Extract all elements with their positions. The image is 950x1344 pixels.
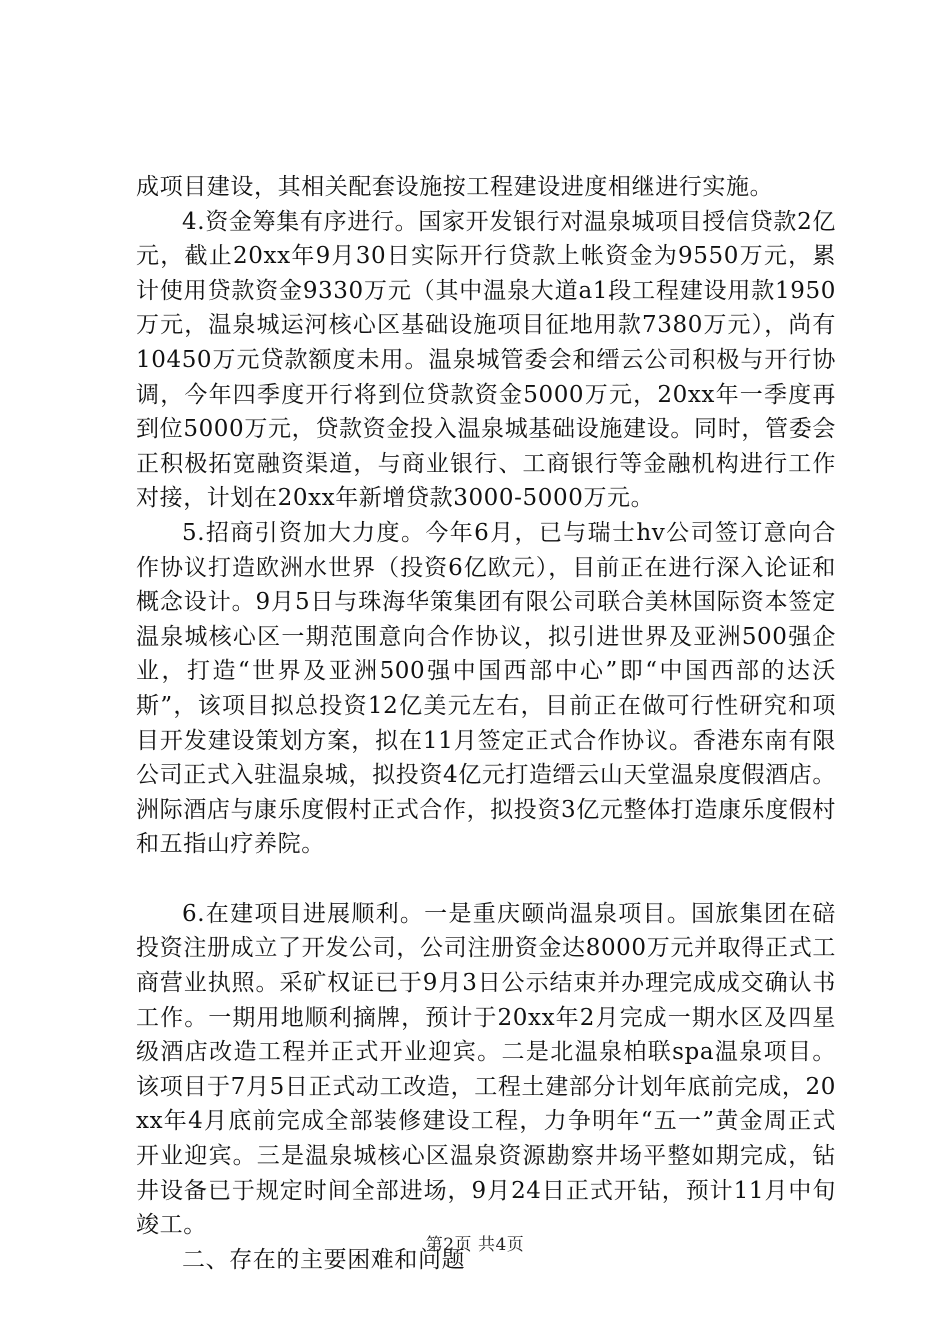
section-heading-problems: 二、存在的主要困难和问题 [182,1246,466,1273]
paragraph-funding: 4.资金筹集有序进行。国家开发银行对温泉城项目授信贷款2亿元，截止20xx年9月30日实际开行贷款上帐资金为9550万元，累计使用贷款资金9330万元（其中温泉大道a1段工程建设用款1950万元，温泉城运河核心区基础设施项目征地用款7380万元），尚有10450万元贷款额度未用。温泉城管委会和缙云公司积极与开行协调，今年四季度开行将到位贷款资金5000万元，20xx年一季度再到位5000万元，贷款资金投入温泉城基础设施建设。同时，管委会正积极拓宽融资渠道，与商业银行、工商银行等金融机构进行工作对接，计划在20xx年新增贷款3000-5000万元。 [136,208,836,512]
paragraph-continuation: 成项目建设，其相关配套设施按工程建设进度相继进行实施。 [136,174,774,200]
page-number-footer: 第2页 共4页 [425,1235,525,1255]
paragraph-investment: 5.招商引资加大力度。今年6月，已与瑞士hv公司签订意向合作协议打造欧洲水世界（投资6亿欧元），目前正在进行深入论证和概念设计。9月5日与珠海华策集团有限公司联合美林国际资本签定温泉城核心区一期范围意向合作协议，拟引进世界及亚洲500强企业，打造“世界及亚洲500强中国西部中心”即“中国西部的达沃斯”，该项目拟总投资12亿美元左右，目前正在做可行性研究和项目开发建设策划方案，拟在11月签定正式合作协议。香港东南有限公司正式入驻温泉城，拟投资4亿元打造缙云山天堂温泉度假酒店。洲际酒店与康乐度假村正式合作，拟投资3亿元整体打造康乐度假村和五指山疗养院。 [136,519,836,858]
document-body [136,170,836,1277]
paragraph-projects: 6.在建项目进展顺利。一是重庆颐尚温泉项目。国旅集团在碚投资注册成立了开发公司，公司注册资金达8000万元并取得正式工商营业执照。采矿权证已于9月3日公示结束并办理完成成交确认书工作。一期用地顺利摘牌，预计于20xx年2月完成一期水区及四星级酒店改造工程并正式开业迎宾。二是北温泉柏联spa温泉项目。该项目于7月5日正式动工改造，工程土建部分计划年底前完成，20xx年4月底前完成全部装修建设工程，力争明年“五一”黄金周正式开业迎宾。三是温泉城核心区温泉资源勘察井场平整如期完成，钻井设备已于规定时间全部进场，9月24日正式开钻，预计11月中旬竣工。 [136,900,836,1239]
